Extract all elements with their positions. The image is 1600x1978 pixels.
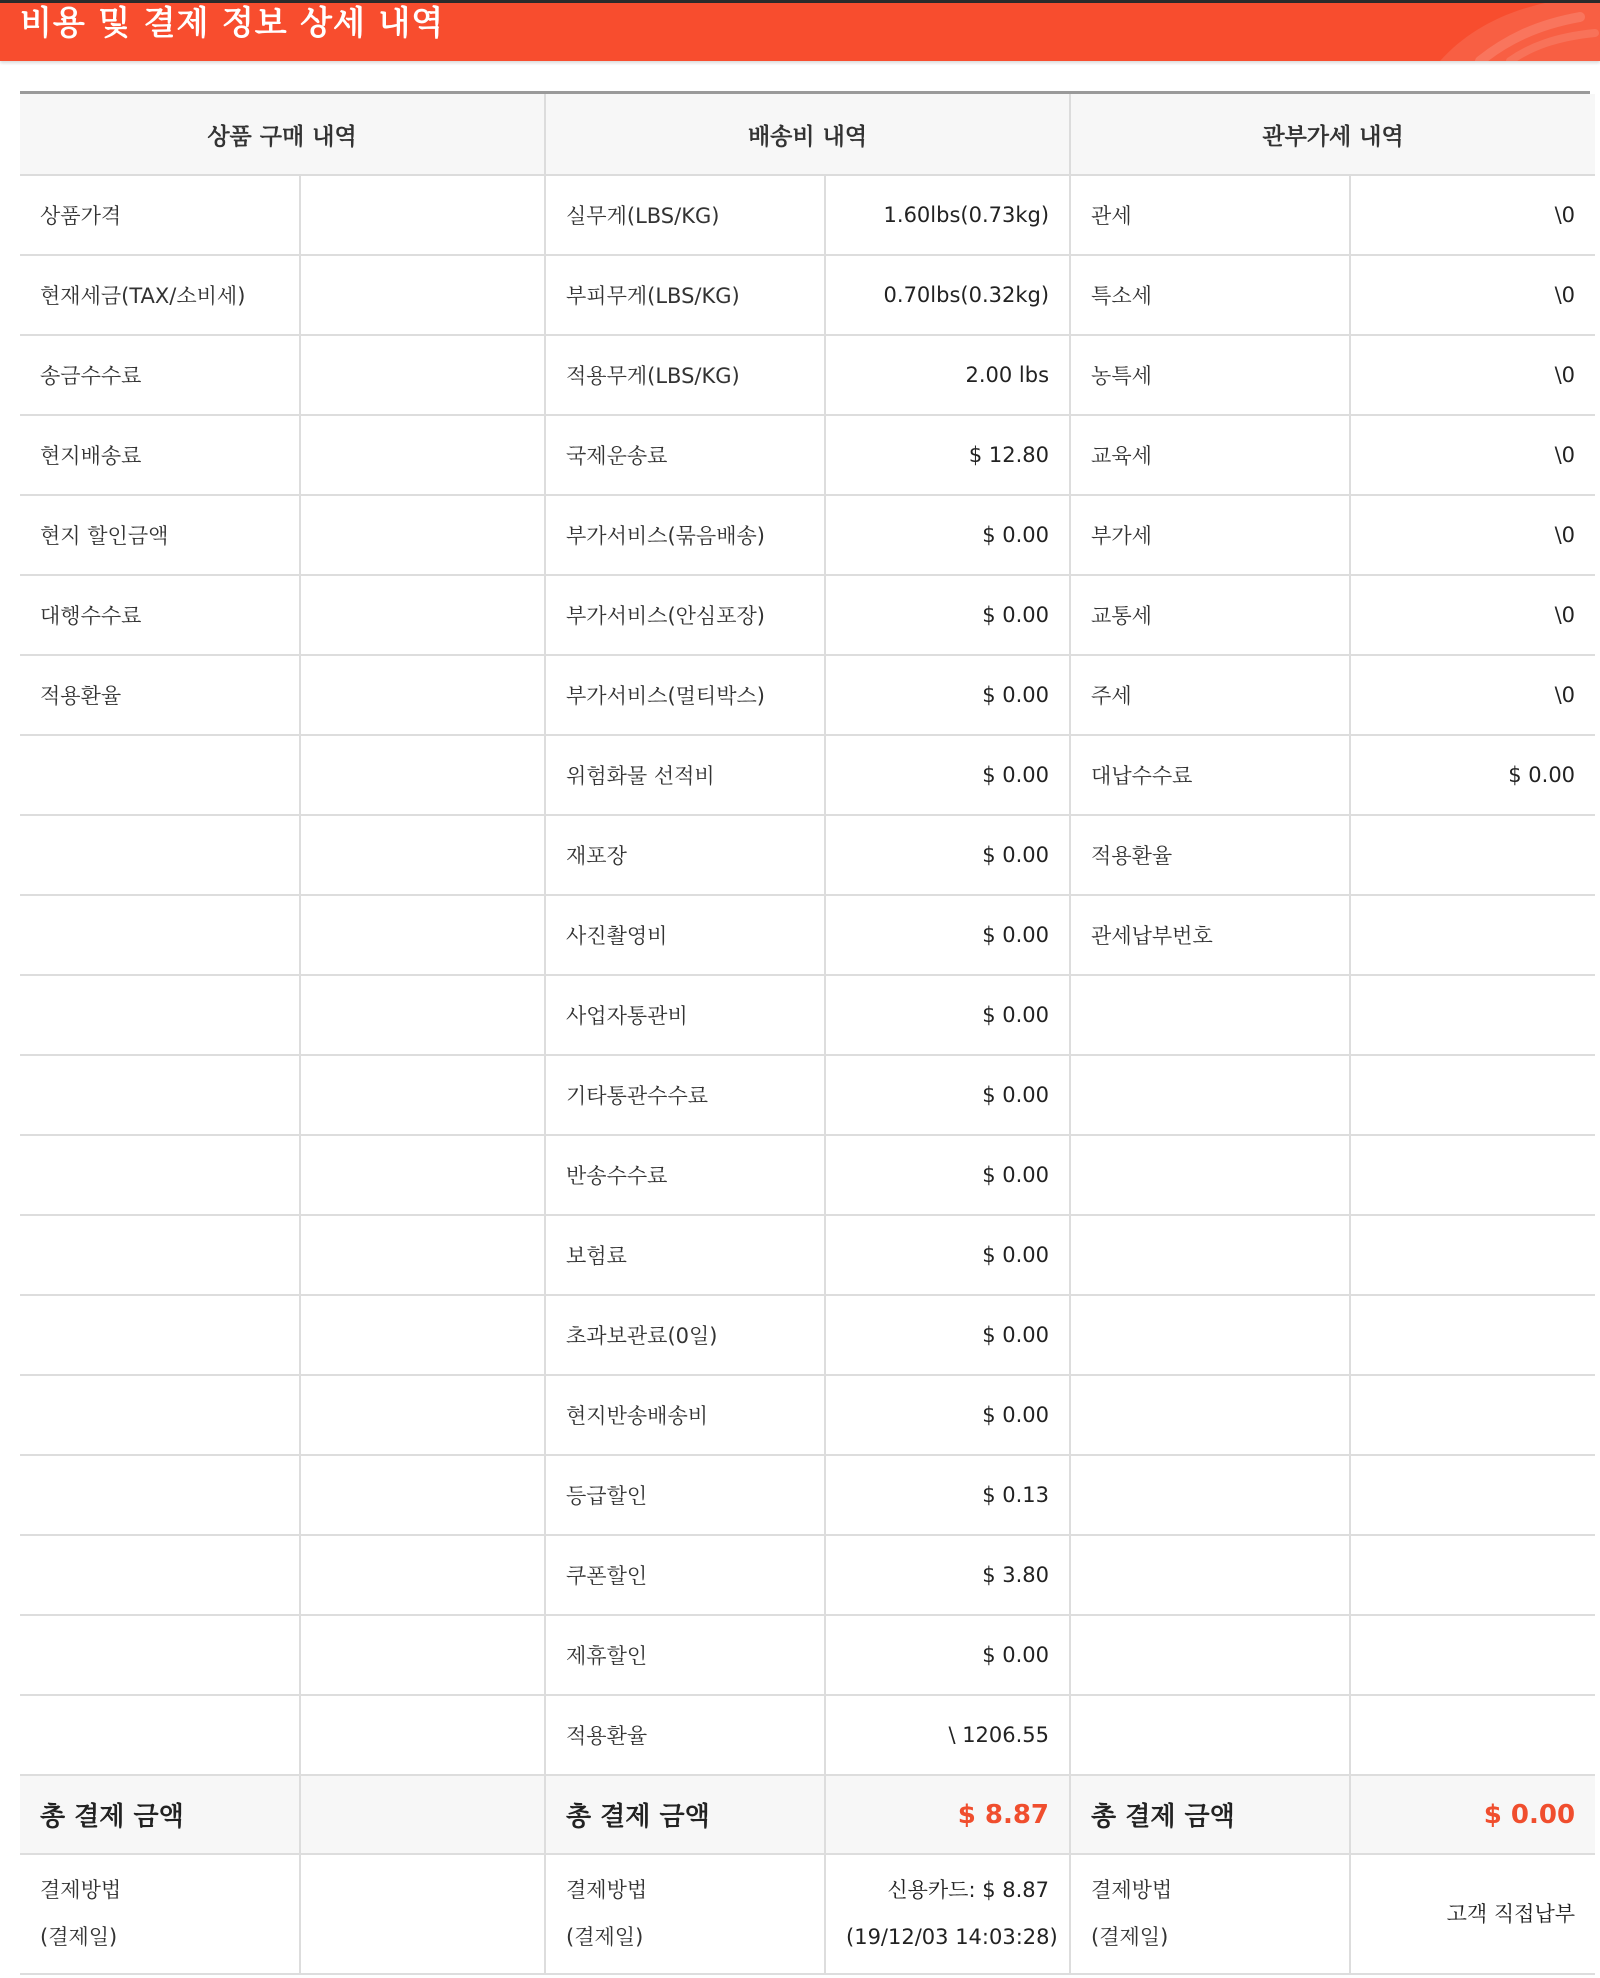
table-row xyxy=(20,495,1595,575)
shipping-item-value: \ 1206.55 xyxy=(825,1695,1070,1775)
purchase-item-label: 현지배송료 xyxy=(20,415,300,495)
shipping-item-value: $ 0.00 xyxy=(825,735,1070,815)
shipping-item-value: $ 3.80 xyxy=(825,1535,1070,1615)
shipping-item-label: 부피무게(LBS/KG) xyxy=(545,255,825,335)
customs-item-label: 농특세 xyxy=(1070,335,1350,415)
payment-date-label: (결제일) xyxy=(40,1925,118,1949)
table-row xyxy=(20,1135,1595,1215)
purchase-item-label: 현재세금(TAX/소비세) xyxy=(20,255,300,335)
customs-item-label: 관세 xyxy=(1070,175,1350,255)
shipping-payment-value xyxy=(825,1854,1070,1974)
purchase-item-value xyxy=(300,1055,545,1135)
table-row xyxy=(20,655,1595,735)
customs-item-value xyxy=(1350,1375,1595,1455)
payment-date-label: (결제일) xyxy=(1091,1925,1169,1949)
purchase-item-label xyxy=(20,1135,300,1215)
customs-item-value: \0 xyxy=(1350,495,1595,575)
customs-total-label: 총 결제 금액 xyxy=(1070,1775,1350,1854)
customs-item-value xyxy=(1350,1695,1595,1775)
customs-item-value: \0 xyxy=(1350,255,1595,335)
customs-item-value: \0 xyxy=(1350,575,1595,655)
shipping-item-label: 재포장 xyxy=(545,815,825,895)
table-row xyxy=(20,735,1595,815)
table-row xyxy=(20,975,1595,1055)
purchase-item-value xyxy=(300,495,545,575)
cost-detail-table-wrapper xyxy=(20,91,1590,1975)
shipping-item-label: 쿠폰할인 xyxy=(545,1535,825,1615)
purchase-total-value xyxy=(300,1775,545,1854)
customs-item-value: \0 xyxy=(1350,415,1595,495)
shipping-item-value: $ 0.00 xyxy=(825,655,1070,735)
shipping-item-value: $ 0.00 xyxy=(825,815,1070,895)
customs-item-value xyxy=(1350,1535,1595,1615)
shipping-item-label: 기타통관수수료 xyxy=(545,1055,825,1135)
customs-item-label: 교육세 xyxy=(1070,415,1350,495)
shipping-item-label: 보험료 xyxy=(545,1215,825,1295)
customs-item-label: 관세납부번호 xyxy=(1070,895,1350,975)
customs-item-label: 특소세 xyxy=(1070,255,1350,335)
purchase-item-value xyxy=(300,1295,545,1375)
shipping-item-value: $ 0.00 xyxy=(825,1295,1070,1375)
purchase-item-value xyxy=(300,1215,545,1295)
shipping-item-value: $ 0.00 xyxy=(825,575,1070,655)
purchase-item-value xyxy=(300,1135,545,1215)
table-row xyxy=(20,415,1595,495)
purchase-item-value xyxy=(300,335,545,415)
customs-total-value: $ 0.00 xyxy=(1350,1775,1595,1854)
shipping-item-label: 적용무게(LBS/KG) xyxy=(545,335,825,415)
shipping-item-label: 반송수수료 xyxy=(545,1135,825,1215)
purchase-payment-value xyxy=(300,1854,545,1974)
customs-item-value xyxy=(1350,815,1595,895)
shipping-item-label: 실무게(LBS/KG) xyxy=(545,175,825,255)
shipping-item-label: 초과보관료(0일) xyxy=(545,1295,825,1375)
purchase-total-label: 총 결제 금액 xyxy=(20,1775,300,1854)
shipping-item-value: 2.00 lbs xyxy=(825,335,1070,415)
purchase-item-label xyxy=(20,895,300,975)
table-row xyxy=(20,575,1595,655)
customs-item-value xyxy=(1350,975,1595,1055)
shipping-payment-label xyxy=(545,1854,825,1974)
table-row xyxy=(20,1455,1595,1535)
purchase-item-label xyxy=(20,1695,300,1775)
customs-item-value: \0 xyxy=(1350,335,1595,415)
customs-item-label xyxy=(1070,975,1350,1055)
purchase-item-label xyxy=(20,1455,300,1535)
customs-item-label xyxy=(1070,1375,1350,1455)
purchase-item-label: 상품가격 xyxy=(20,175,300,255)
customs-item-label xyxy=(1070,1535,1350,1615)
shipping-item-label: 적용환율 xyxy=(545,1695,825,1775)
shipping-item-value: $ 0.00 xyxy=(825,1375,1070,1455)
customs-item-label: 부가세 xyxy=(1070,495,1350,575)
purchase-item-value xyxy=(300,415,545,495)
shipping-item-value: $ 0.00 xyxy=(825,1135,1070,1215)
customs-item-label: 대납수수료 xyxy=(1070,735,1350,815)
purchase-item-label xyxy=(20,1615,300,1695)
table-row xyxy=(20,1295,1595,1375)
customs-payment-label xyxy=(1070,1854,1350,1974)
shipping-column-header: 배송비 내역 xyxy=(545,94,1070,175)
customs-item-value xyxy=(1350,1135,1595,1215)
table-row xyxy=(20,815,1595,895)
purchase-item-value xyxy=(300,255,545,335)
customs-item-value xyxy=(1350,1615,1595,1695)
shipping-item-label: 현지반송배송비 xyxy=(545,1375,825,1455)
purchase-item-value xyxy=(300,1615,545,1695)
purchase-item-value xyxy=(300,815,545,895)
table-row xyxy=(20,1375,1595,1455)
shipping-item-value: $ 0.13 xyxy=(825,1455,1070,1535)
customs-item-label: 적용환율 xyxy=(1070,815,1350,895)
purchase-item-value xyxy=(300,175,545,255)
customs-column-header: 관부가세 내역 xyxy=(1070,94,1595,175)
shipping-item-value: 1.60lbs(0.73kg) xyxy=(825,175,1070,255)
customs-item-value: $ 0.00 xyxy=(1350,735,1595,815)
customs-item-label xyxy=(1070,1455,1350,1535)
customs-item-value xyxy=(1350,1295,1595,1375)
shipping-item-value: $ 0.00 xyxy=(825,1215,1070,1295)
table-row xyxy=(20,1615,1595,1695)
customs-item-label xyxy=(1070,1615,1350,1695)
purchase-item-value xyxy=(300,1375,545,1455)
shipping-item-value: $ 0.00 xyxy=(825,895,1070,975)
purchase-item-value xyxy=(300,1535,545,1615)
table-row xyxy=(20,1055,1595,1135)
customs-item-label xyxy=(1070,1695,1350,1775)
purchase-item-value xyxy=(300,1695,545,1775)
shipping-item-label: 등급할인 xyxy=(545,1455,825,1535)
purchase-item-label xyxy=(20,1295,300,1375)
table-row xyxy=(20,335,1595,415)
customs-item-value xyxy=(1350,895,1595,975)
purchase-item-value xyxy=(300,975,545,1055)
purchase-item-label: 송금수수료 xyxy=(20,335,300,415)
purchase-item-label xyxy=(20,815,300,895)
customs-item-value xyxy=(1350,1055,1595,1135)
shipping-item-label: 부가서비스(안심포장) xyxy=(545,575,825,655)
purchase-item-label: 현지 할인금액 xyxy=(20,495,300,575)
purchase-item-label xyxy=(20,1055,300,1135)
page-title: 비용 및 결제 정보 상세 내역 xyxy=(20,3,445,42)
customs-item-label xyxy=(1070,1135,1350,1215)
shipping-item-value: $ 0.00 xyxy=(825,975,1070,1055)
shipping-item-value: $ 0.00 xyxy=(825,1055,1070,1135)
shipping-item-label: 사업자통관비 xyxy=(545,975,825,1055)
shipping-item-label: 부가서비스(묶음배송) xyxy=(545,495,825,575)
customs-item-value: \0 xyxy=(1350,175,1595,255)
payment-method-label: 결제방법 xyxy=(566,1878,648,1902)
table-row xyxy=(20,895,1595,975)
purchase-item-label xyxy=(20,975,300,1055)
customs-item-label: 주세 xyxy=(1070,655,1350,735)
purchase-item-label xyxy=(20,1215,300,1295)
shipping-item-value: 0.70lbs(0.32kg) xyxy=(825,255,1070,335)
purchase-item-label xyxy=(20,1375,300,1455)
shipping-item-value: $ 12.80 xyxy=(825,415,1070,495)
customs-item-label xyxy=(1070,1295,1350,1375)
payment-method-label: 결제방법 xyxy=(1091,1878,1173,1902)
shipping-total-value: $ 8.87 xyxy=(825,1775,1070,1854)
payment-method-row xyxy=(20,1854,1595,1974)
customs-item-value xyxy=(1350,1455,1595,1535)
customs-item-label xyxy=(1070,1055,1350,1135)
total-row xyxy=(20,1775,1595,1854)
shipping-payment-date: (19/12/03 14:03:28) xyxy=(846,1925,1058,1949)
table-row xyxy=(20,175,1595,255)
table-row xyxy=(20,1535,1595,1615)
table-row xyxy=(20,1215,1595,1295)
shipping-item-label: 부가서비스(멀티박스) xyxy=(545,655,825,735)
purchase-item-value xyxy=(300,575,545,655)
table-row xyxy=(20,1695,1595,1775)
purchase-item-label xyxy=(20,1535,300,1615)
payment-method-label: 결제방법 xyxy=(40,1878,122,1902)
shipping-payment-method: 신용카드: $ 8.87 xyxy=(887,1878,1050,1902)
purchase-column-header: 상품 구매 내역 xyxy=(20,94,545,175)
customs-payment-value: 고객 직접납부 xyxy=(1350,1854,1595,1974)
customs-item-label xyxy=(1070,1215,1350,1295)
cost-detail-table xyxy=(20,94,1595,1975)
purchase-item-value xyxy=(300,1455,545,1535)
shipping-total-label: 총 결제 금액 xyxy=(545,1775,825,1854)
purchase-item-value xyxy=(300,895,545,975)
shipping-item-value: $ 0.00 xyxy=(825,1615,1070,1695)
table-row xyxy=(20,255,1595,335)
shipping-item-value: $ 0.00 xyxy=(825,495,1070,575)
payment-date-label: (결제일) xyxy=(566,1925,644,1949)
section-header xyxy=(0,3,1600,61)
purchase-item-value xyxy=(300,735,545,815)
customs-item-value xyxy=(1350,1215,1595,1295)
purchase-item-label: 대행수수료 xyxy=(20,575,300,655)
purchase-payment-label xyxy=(20,1854,300,1974)
purchase-item-label xyxy=(20,735,300,815)
table-header-row xyxy=(20,94,1595,175)
purchase-item-value xyxy=(300,655,545,735)
shipping-item-label: 제휴할인 xyxy=(545,1615,825,1695)
customs-item-value: \0 xyxy=(1350,655,1595,735)
shipping-item-label: 사진촬영비 xyxy=(545,895,825,975)
purchase-item-label: 적용환율 xyxy=(20,655,300,735)
hand-decoration-icon xyxy=(1370,3,1600,61)
customs-item-label: 교통세 xyxy=(1070,575,1350,655)
shipping-item-label: 국제운송료 xyxy=(545,415,825,495)
shipping-item-label: 위험화물 선적비 xyxy=(545,735,825,815)
